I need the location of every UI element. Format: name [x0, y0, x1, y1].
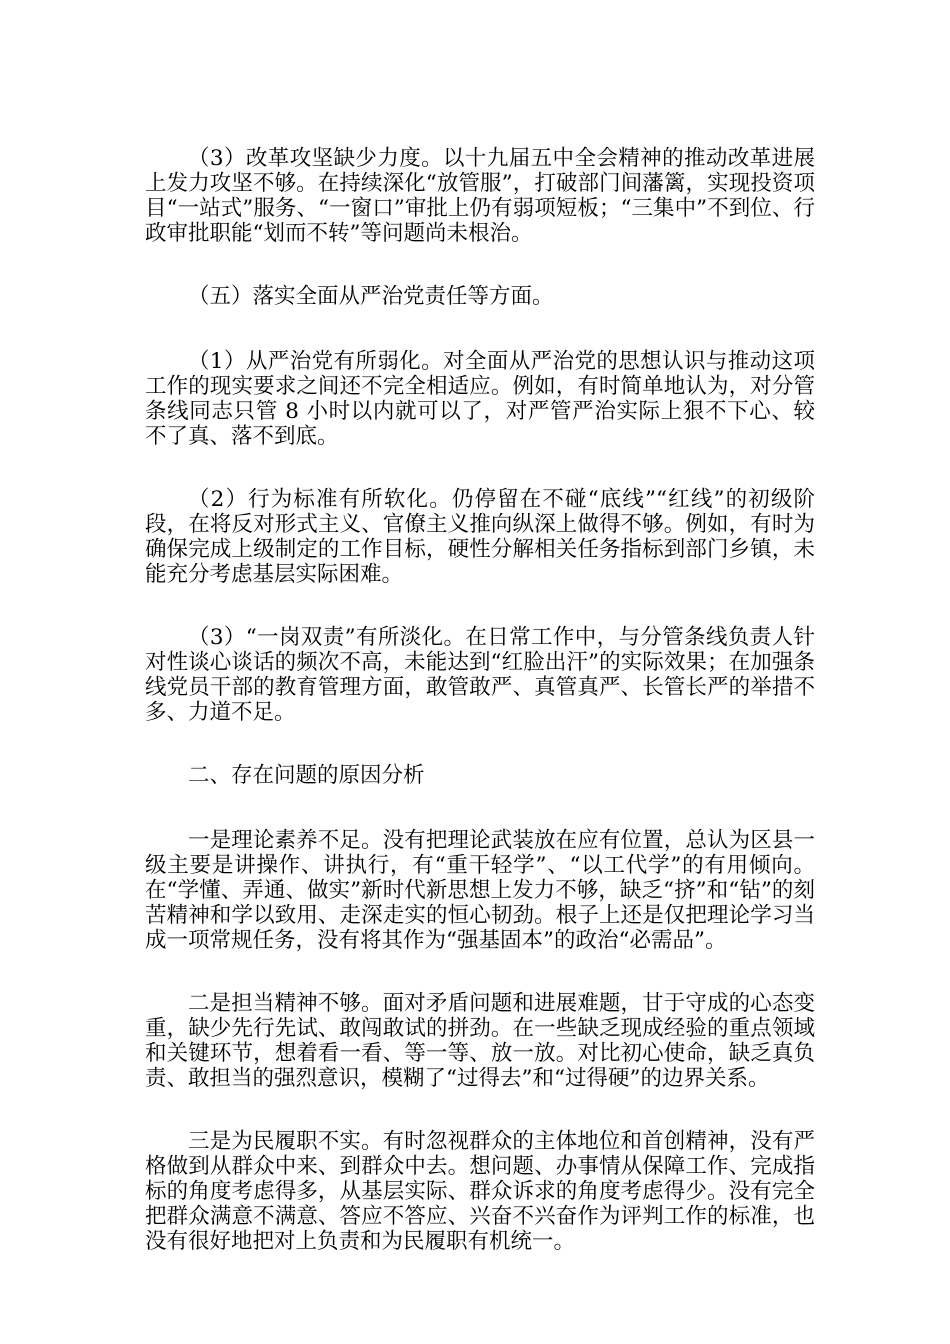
section-heading-cause-analysis: 二、存在问题的原因分析	[188, 763, 425, 788]
section-heading-party-responsibility: （五）落实全面从严治党责任等方面。	[188, 284, 554, 309]
paragraph-serving-people: 三是为民履职不实。有时忽视群众的主体地位和首创精神，没有严格做到从群众中来、到群众中去。想问题、办事情从保障工作、完成指标的角度考虑得多，从基层实际、群众诉求的角度考虑得少。没有完全把群众满意不满意、答应不答应、兴奋不兴奋作为评判工作的标准，也没有很好地把对上负责和为民履职有机统一。	[145, 1129, 815, 1254]
paragraph-behavior-standards: （2）行为标准有所软化。仍停留在不碰“底线”“红线”的初级阶段，在将反对形式主义、官僚主义推向纵深上做得不够。例如，有时为确保完成上级制定的工作目标，硬性分解相关任务指标到部门乡镇，未能充分考虑基层实际困难。	[145, 487, 815, 587]
document-body	[145, 146, 815, 1292]
paragraph-reform-effort: （3）改革攻坚缺少力度。以十九届五中全会精神的推动改革进展上发力攻坚不够。在持续深化“放管服”，打破部门间藩篱，实现投资项目“一站式”服务、“一窗口”审批上仍有弱项短板；“三集中”不到位、行政审批职能“划而不转”等问题尚未根治。	[145, 146, 815, 246]
paragraph-responsibility-spirit: 二是担当精神不够。面对矛盾问题和进展难题，甘于守成的心态变重，缺少先行先试、敢闯敢试的拼劲。在一些缺乏现成经验的重点领域和关键环节，想着看一看、等一等、放一放。对比初心使命，缺乏真负责、敢担当的强烈意识，模糊了“过得去”和“过得硬”的边界关系。	[145, 991, 815, 1091]
paragraph-theory-literacy: 一是理论素养不足。没有把理论武装放在应有位置，总认为区县一级主要是讲操作、讲执行，有“重干轻学”、“以工代学”的有用倾向。在“学懂、弄通、做实”新时代新思想上发力不够，缺乏“挤”和“钻”的刻苦精神和学以致用、走深走实的恒心韧劲。根子上还是仅把理论学习当成一项常规任务，没有将其作为“强基固本”的政治“必需品”。	[145, 828, 815, 953]
paragraph-dual-responsibility: （3）“一岗双责”有所淡化。在日常工作中，与分管条线负责人针对性谈心谈话的频次不高，未能达到“红脸出汗”的实际效果；在加强条线党员干部的教育管理方面，敢管敢严、真管真严、长管长严的举措不多、力道不足。	[145, 625, 815, 725]
paragraph-strict-governance: （1）从严治党有所弱化。对全面从严治党的思想认识与推动这项工作的现实要求之间还不完全相适应。例如，有时简单地认为，对分管条线同志只管 8 小时以内就可以了，对严管严治实际上狠不下心、较不了真、落不到底。	[145, 349, 815, 449]
